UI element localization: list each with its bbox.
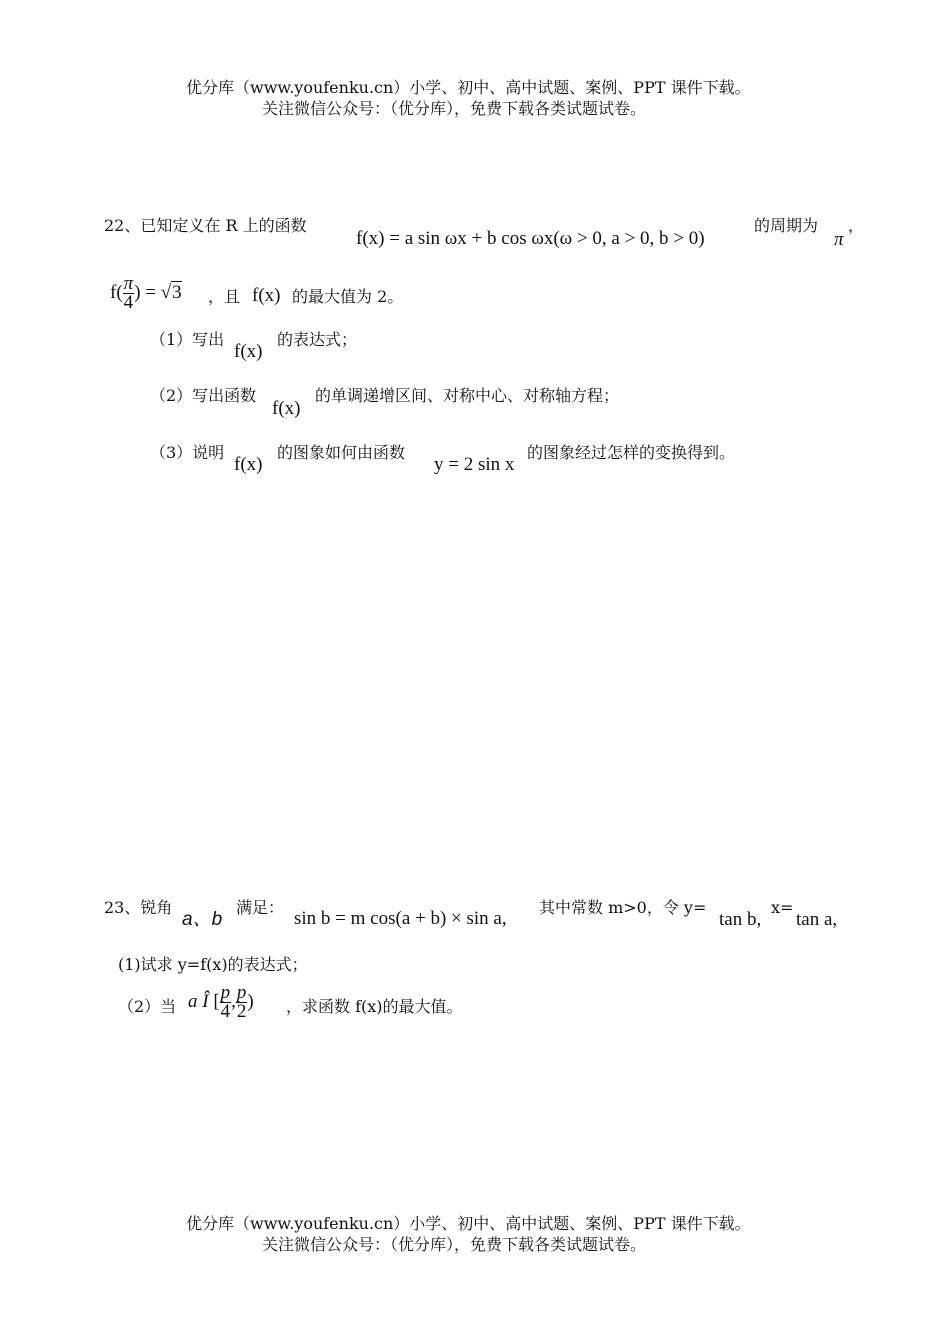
header-line-2: 关注微信公众号：（优分库），免费下载各类试题试卷。	[262, 99, 647, 118]
header-line-1: 优分库（www.youfenku.cn）小学、初中、高中试题、案例、PPT 课件下载。	[186, 78, 751, 97]
q22-part1-label: （1）写出	[150, 330, 225, 349]
q22-cond-eq: ) = √	[134, 281, 172, 303]
q22-part2-text: 的单调递增区间、对称中心、对称轴方程；	[315, 386, 620, 405]
q23-tan-b: tan b,	[719, 909, 762, 930]
q23-p2-d1: 4	[220, 1001, 231, 1022]
q22-cond-num: π	[123, 273, 134, 294]
q22-condition	[110, 275, 182, 312]
q22-cond-den: 4	[123, 292, 134, 313]
q23-satisfy: 满足：	[236, 898, 285, 917]
q23-intro: 23、锐角	[104, 898, 173, 917]
q22-fx-inline: f(x)	[252, 285, 281, 306]
q22-part1-fx: f(x)	[234, 341, 263, 362]
q23-part2-label: （2）当	[118, 997, 177, 1016]
q22-max-text: 的最大值为 2。	[292, 287, 404, 306]
q23-p-over-4	[220, 984, 232, 1021]
q23-p2-n2: p	[236, 982, 247, 1003]
q22-cond-fn: f(	[110, 281, 123, 303]
q23-part2-sep: ,	[231, 990, 236, 1012]
q23-const-text: 其中常数 m>0，令 y=	[539, 898, 707, 917]
q22-cond-root: 3	[172, 281, 182, 303]
q23-equation: sin b = m cos(a + b) × sin a,	[294, 908, 507, 929]
q22-intro: 22、已知定义在 R 上的函数	[104, 216, 307, 235]
footer-line-2: 关注微信公众号：（优分库），免费下载各类试题试卷。	[262, 1235, 647, 1254]
q22-cond-tail: ，且	[208, 287, 241, 306]
q22-period-text: 的周期为	[754, 216, 819, 235]
q23-tan-a: tan a,	[796, 909, 838, 930]
q22-function-definition: f(x) = a sin ωx + b cos ωx(ω > 0, a > 0, b > 0)	[356, 228, 705, 249]
q23-p-over-2	[236, 984, 248, 1021]
q23-x-eq: x=	[771, 898, 794, 917]
q22-part1-text: 的表达式；	[277, 330, 358, 349]
q23-part2-var: a Î	[188, 990, 209, 1012]
q23-part1: (1)试求 y=f(x)的表达式；	[118, 955, 308, 974]
q23-part2-interval	[188, 984, 254, 1021]
q22-comma: ，	[848, 216, 865, 235]
q23-p2-n1: p	[220, 982, 231, 1003]
footer-line-1: 优分库（www.youfenku.cn）小学、初中、高中试题、案例、PPT 课件下载。	[186, 1214, 751, 1233]
q22-part3-func: y = 2 sin x	[434, 454, 515, 475]
q22-part3-fx: f(x)	[234, 454, 263, 475]
q22-part2-label: （2）写出函数	[150, 386, 257, 405]
q22-part3-tail: 的图象经过怎样的变换得到。	[527, 443, 736, 462]
q23-p2-d2: 2	[236, 1001, 247, 1022]
q22-part3-label: （3）说明	[150, 443, 225, 462]
q22-part2-fx: f(x)	[272, 398, 301, 419]
q22-pi: π	[834, 229, 844, 250]
q23-part2-open: [	[213, 990, 220, 1012]
q23-angles: a、b	[182, 909, 223, 930]
q22-pi-over-4	[123, 275, 135, 312]
q23-part2-tail: ，求函数 f(x)的最大值。	[286, 997, 463, 1016]
q23-part2-close: )	[247, 990, 254, 1012]
q22-part3-mid: 的图象如何由函数	[277, 443, 406, 462]
